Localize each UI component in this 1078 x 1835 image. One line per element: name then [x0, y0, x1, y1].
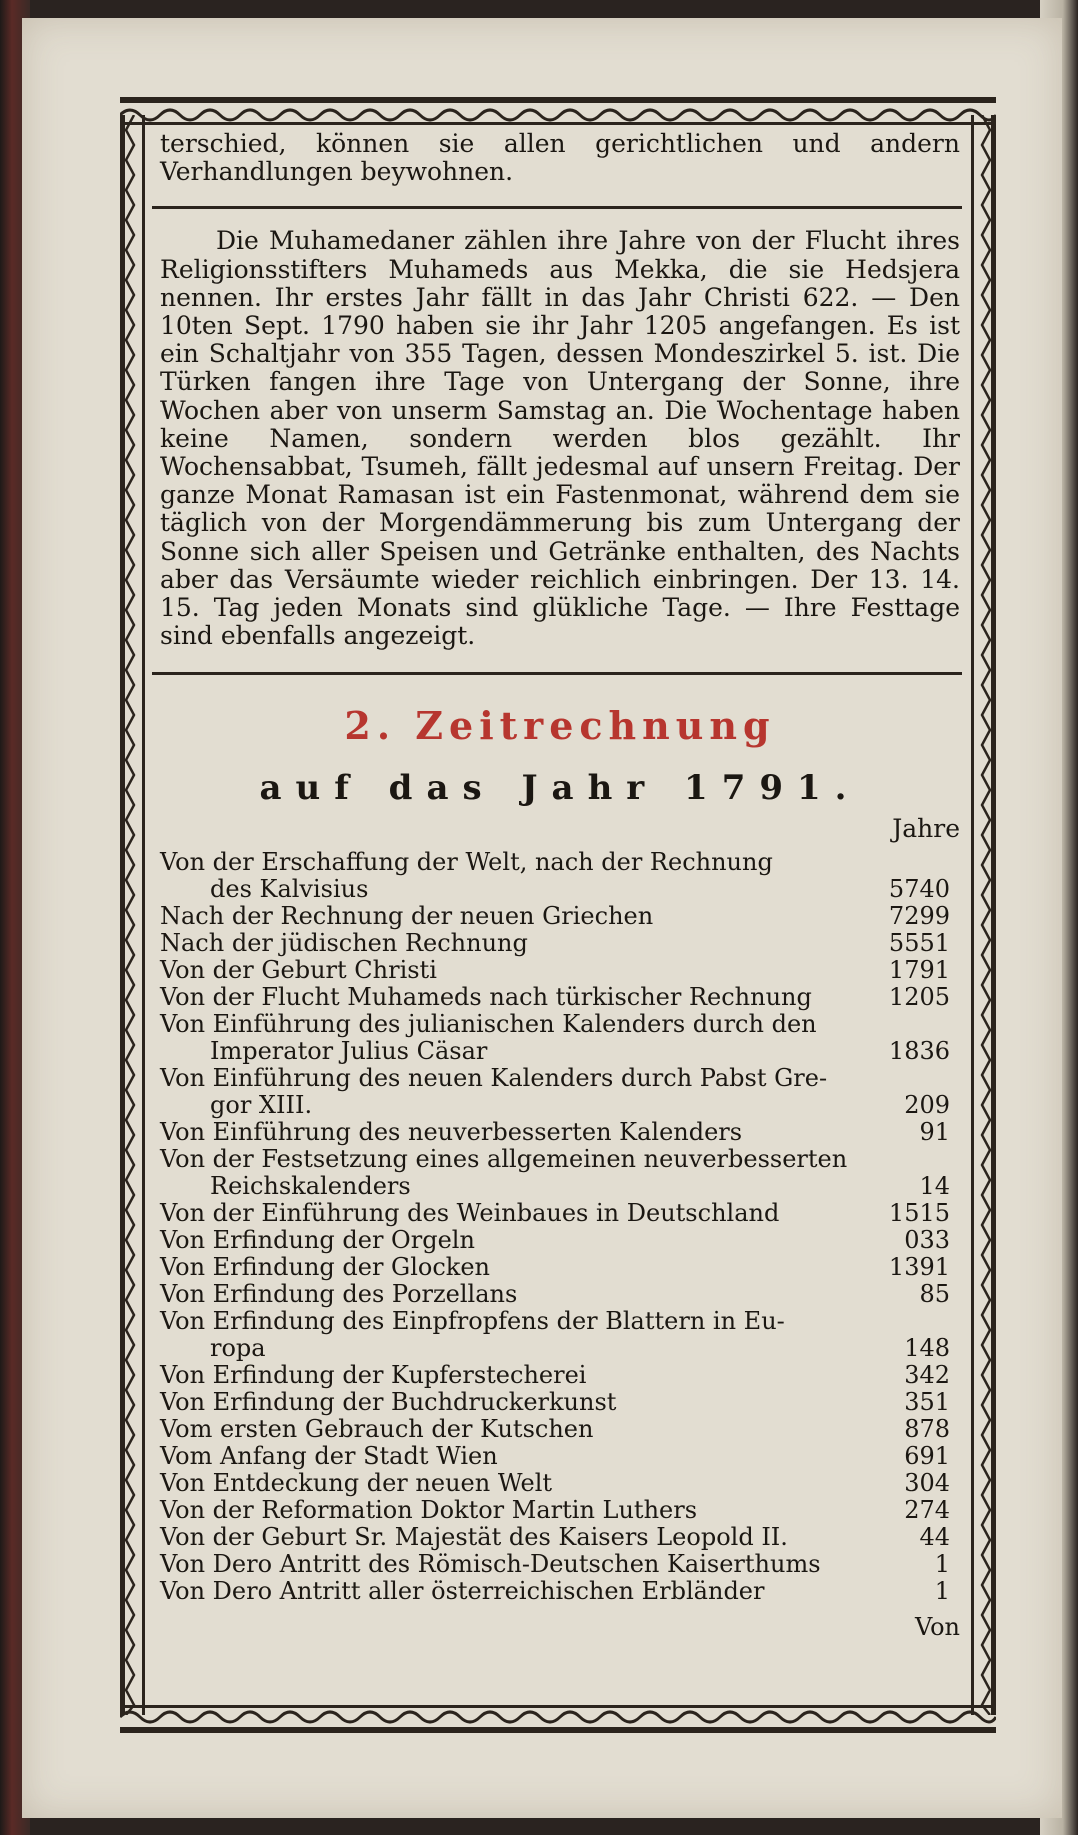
section-subheading: auf das Jahr 1791.: [259, 768, 861, 809]
row-label: [160, 1362, 880, 1389]
row-label-line: Vom Anfang der Stadt Wien: [160, 1442, 498, 1471]
row-year: 1515: [888, 1199, 950, 1228]
row-label-line: Von Erfindung der Glocken: [160, 1253, 490, 1282]
row-label-line: Nach der jüdischen Rechnung: [160, 929, 528, 958]
row-year: 5551: [888, 929, 950, 958]
border-bottom: [120, 1703, 996, 1735]
row-label-line: Von Erfindung der Buchdruckerkunst: [160, 1388, 617, 1417]
table-row: [160, 984, 950, 1011]
row-label: [160, 1497, 880, 1524]
row-year: 1: [934, 1577, 950, 1606]
row-label: [160, 1308, 880, 1362]
table-row: [160, 1065, 950, 1119]
row-year: 274: [904, 1496, 950, 1525]
row-label: [160, 1524, 880, 1551]
row-label: [160, 1389, 880, 1416]
row-label: [160, 1146, 880, 1200]
row-label-line: Nach der Rechnung der neuen Griechen: [160, 902, 654, 931]
row-year: 44: [919, 1523, 950, 1552]
chronology-table: [160, 849, 950, 1605]
row-label-line: Von der Geburt Sr. Majestät des Kaisers Leopold II.: [160, 1523, 788, 1552]
table-row: [160, 1551, 950, 1578]
row-label-continuation: gor XIII.: [210, 1091, 313, 1120]
row-label: [160, 1443, 880, 1470]
table-row: [160, 1416, 950, 1443]
divider: [152, 672, 962, 675]
table-row: [160, 1200, 950, 1227]
row-label: [160, 930, 880, 957]
row-year: 1836: [888, 1037, 950, 1066]
row-label-line: Von der Geburt Christi: [160, 956, 437, 985]
column-header-years: Jahre: [892, 814, 960, 844]
row-year: 1391: [888, 1253, 950, 1282]
table-row: [160, 1119, 950, 1146]
row-label-continuation: des Kalvisius: [210, 875, 369, 904]
row-label: [160, 1200, 880, 1227]
row-label-line: Von Dero Antritt des Römisch-Deutschen Kaiserthums: [160, 1550, 821, 1579]
table-row: [160, 957, 950, 984]
table-row: [160, 1443, 950, 1470]
row-year: 691: [904, 1442, 950, 1471]
row-year: 91: [919, 1118, 950, 1147]
row-year: 1791: [888, 956, 950, 985]
table-row: [160, 849, 950, 903]
row-year: 342: [904, 1361, 950, 1390]
row-label-line: Von der Erschaffung der Welt, nach der Rechnung: [160, 848, 773, 877]
table-row: [160, 1227, 950, 1254]
row-label-line: Von der Reformation Doktor Martin Luthers: [160, 1496, 698, 1525]
row-year: 85: [919, 1280, 950, 1309]
row-year: 148: [904, 1334, 950, 1363]
row-label-continuation: Imperator Julius Cäsar: [210, 1037, 488, 1066]
border-right: [968, 115, 996, 1715]
row-label: [160, 849, 880, 903]
table-row: [160, 930, 950, 957]
table-row: [160, 1389, 950, 1416]
row-label: [160, 1578, 880, 1605]
row-label: [160, 1227, 880, 1254]
table-row: [160, 1146, 950, 1200]
row-label: [160, 1470, 880, 1497]
row-label-line: Von Dero Antritt aller österreichischen Erbländer: [160, 1577, 765, 1606]
row-label: [160, 1011, 880, 1065]
border-left: [120, 115, 148, 1715]
table-row: [160, 1254, 950, 1281]
muhamedaner-paragraph: Die Muhamedaner zählen ihre Jahre von der Flucht ihres Religionsstifters Muhameds aus Mekka, die sie Hedsjera nennen. Ihr erstes Jahr fällt in das Jahr Christi 622. — Den 10ten Sept. 1790 haben sie ihr Jahr 1205 angefangen. Es ist ein Schaltjahr von 355 Tagen, dessen Mondeszirkel 5. ist. Die Türken fangen ihre Tage von Untergang der Sonne, ihre Wochen aber von unserm Samstag an. Die Wochentage haben keine Namen, sondern werden blos gezählt. Ihr Wochensabbat, Tsumeh, fällt jedesmal auf unsern Freitag. Der ganze Monat Ramasan ist ein Fastenmonat, während dem sie täglich von der Morgendämmerung bis zum Untergang der Sonne sich aller Speisen und Getränke enthalten, des Nachts aber das Versäumte wieder reichlich einbringen. Der 13. 14. 15. Tag jeden Monats sind glükliche Tage. — Ihre Festtage sind ebenfalls angezeigt.: [160, 226, 960, 651]
row-label: [160, 1551, 880, 1578]
row-label-line: Von Erfindung der Kupferstecherei: [160, 1361, 587, 1390]
row-label: [160, 1065, 880, 1119]
row-label-line: Von der Einführung des Weinbaues in Deutschland: [160, 1199, 780, 1228]
table-row: [160, 1470, 950, 1497]
row-label: [160, 903, 880, 930]
row-label-line: Von Einführung des neuverbesserten Kalenders: [160, 1118, 743, 1147]
table-row: [160, 1524, 950, 1551]
row-year: 7299: [888, 902, 950, 931]
row-label: [160, 957, 880, 984]
row-label: [160, 1416, 880, 1443]
table-row: [160, 1011, 950, 1065]
row-year: 1: [934, 1550, 950, 1579]
row-year: 304: [904, 1469, 950, 1498]
row-year: 209: [904, 1091, 950, 1120]
continuation-text: terschied, können sie allen gerichtlichen und andern Verhandlungen beywohnen.: [160, 129, 960, 187]
table-row: [160, 903, 950, 930]
table-row: [160, 1362, 950, 1389]
row-label-line: Vom ersten Gebrauch der Kutschen: [160, 1415, 594, 1444]
table-row: [160, 1281, 950, 1308]
row-label-line: Von Einführung des julianischen Kalenders durch den: [160, 1010, 817, 1039]
table-row: [160, 1578, 950, 1605]
row-label-line: Von der Festsetzung eines allgemeinen neuverbesserten: [160, 1145, 848, 1174]
table-row: [160, 1497, 950, 1524]
row-label-line: Von Entdeckung der neuen Welt: [160, 1469, 553, 1498]
row-label-continuation: Reichskalenders: [210, 1172, 411, 1201]
row-label: [160, 1254, 880, 1281]
row-year: 1205: [888, 983, 950, 1012]
row-label-line: Von Einführung des neuen Kalenders durch Pabst Gre-: [160, 1064, 828, 1093]
row-label-continuation: ropa: [210, 1334, 266, 1363]
divider: [152, 206, 962, 209]
row-label-line: Von der Flucht Muhameds nach türkischer Rechnung: [160, 983, 812, 1012]
row-label: [160, 1281, 880, 1308]
row-label: [160, 984, 880, 1011]
row-label: [160, 1119, 880, 1146]
section-heading: 2. Zeitrechnung: [344, 703, 776, 749]
row-label-line: Von Erfindung der Orgeln: [160, 1226, 475, 1255]
row-year: 14: [919, 1172, 950, 1201]
row-year: 033: [904, 1226, 950, 1255]
row-year: 878: [904, 1415, 950, 1444]
row-label-line: Von Erfindung des Einpfropfens der Blattern in Eu-: [160, 1307, 785, 1336]
border-top: [120, 95, 996, 127]
catchword: Von: [914, 1613, 960, 1642]
row-label-line: Von Erfindung des Porzellans: [160, 1280, 518, 1309]
row-year: 351: [904, 1388, 950, 1417]
row-year: 5740: [888, 875, 950, 904]
page-content: [160, 130, 960, 1641]
table-row: [160, 1308, 950, 1362]
